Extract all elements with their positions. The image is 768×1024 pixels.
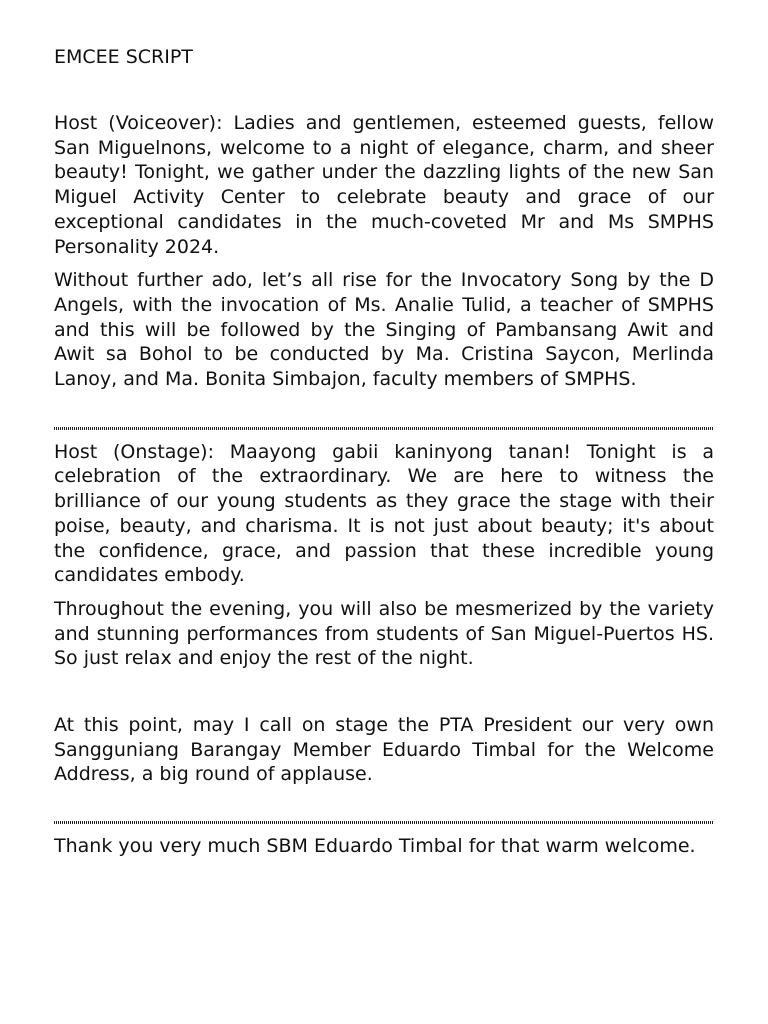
document-page: [54, 45, 714, 859]
document-title: EMCEE SCRIPT: [54, 46, 193, 68]
section-divider: [54, 427, 714, 430]
paragraph-invocation: Without further ado, let’s all rise for the Invocatory Song by the D Angels, with the invocation of Ms. Analie Tulid, a teacher of SMPHS and this will be followed by the Singing of Pambansang Awit and Awit sa Bohol to be conducted by Ma. Cristina Saycon, Merlinda Lanoy, and Ma. Bonita Simbajon, faculty members of SMPHS.: [54, 269, 714, 391]
paragraph-thank-you: Thank you very much SBM Eduardo Timbal for that warm welcome.: [54, 835, 696, 858]
paragraph-voiceover-welcome: Host (Voiceover): Ladies and gentlemen, esteemed guests, fellow San Miguelnons, welcome to a night of elegance, charm, and sheer beauty! Tonight, we gather under the dazzling lights of the new San Miguel Activity Center to celebrate beauty and grace of our exceptional candidates in the much-coveted Mr and Ms SMPHS Personality 2024.: [54, 112, 714, 258]
paragraph-welcome-address-call: At this point, may I call on stage the PTA President our very own Sangguniang Barangay Member Eduardo Timbal for the Welcome Address, a big round of applause.: [54, 714, 714, 786]
paragraph-performances: Throughout the evening, you will also be mesmerized by the variety and stunning performances from students of San Miguel-Puertos HS. So just relax and enjoy the rest of the night.: [54, 597, 714, 670]
paragraph-onstage-greeting: Host (Onstage): Maayong gabii kaninyong tanan! Tonight is a celebration of the extraordinary. We are here to witness the brilliance of our young students as they grace the stage with their poise, beauty, and charisma. It is not just about beauty; it's about the confidence, grace, and passion that these incredible young candidates embody.: [54, 440, 714, 587]
section-divider: [54, 821, 714, 824]
